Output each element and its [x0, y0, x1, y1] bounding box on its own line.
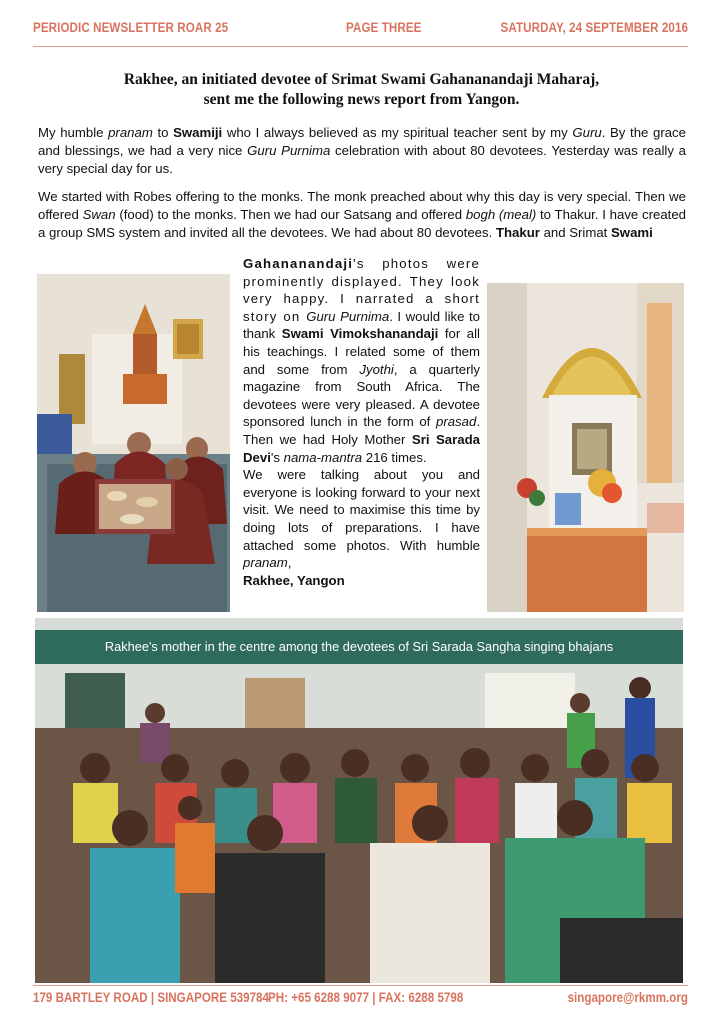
- text-run: Guru Purnima: [247, 142, 331, 158]
- newsletter-name: PERIODIC NEWSLETTER ROAR 25: [33, 20, 229, 35]
- photo-shrine: [487, 283, 684, 612]
- photo-shrine-drawing: [487, 283, 684, 612]
- text-run: Sri Sarada Devi: [243, 431, 480, 465]
- text-run: and Srimat: [539, 224, 612, 240]
- header-divider: [33, 46, 688, 47]
- paragraph-1: [38, 124, 686, 177]
- issue-date: SATURDAY, 24 SEPTEMBER 2016: [500, 20, 688, 35]
- text-run: prasad: [436, 414, 477, 430]
- text-run: . I would like to thank: [243, 308, 481, 342]
- footer-email-link[interactable]: singapore@rkmm.org: [567, 990, 688, 1005]
- text-run: pranam: [108, 125, 153, 140]
- article-title: [40, 70, 683, 110]
- text-run: Guru: [572, 125, 602, 140]
- text-run: . By the grace and blessings, we had a very nice: [38, 125, 686, 158]
- text-run: Gahananandaji: [243, 256, 354, 271]
- page-footer: [33, 990, 688, 1010]
- text-run: Swami Vimokshanandaji: [281, 326, 439, 342]
- paragraph-2: [38, 188, 686, 241]
- page-number: PAGE THREE: [346, 20, 422, 35]
- text-run: nama-mantra: [283, 449, 363, 465]
- title-line-1: Rakhee, an initiated devotee of Srimat Swami Gahananandaji Maharaj,: [123, 71, 600, 88]
- text-run: . Then we had Holy Mother: [243, 414, 480, 447]
- text-run: 's photos were prominently displayed. They look very happy. I narrated a short story on: [243, 256, 480, 324]
- text-run: 216 times.: [362, 449, 427, 465]
- text-run: (food) to the monks. Then we had our Satsang and offered: [115, 206, 466, 222]
- page-header: [33, 20, 688, 48]
- footer-address: 179 BARTLEY ROAD | SINGAPORE 539784: [33, 990, 269, 1005]
- text-run: , a quarterly magazine from South Africa. The devotees were very pleased. A devotee sponsored lunch in the form of: [243, 361, 480, 430]
- closing-paragraph: [243, 466, 480, 572]
- text-run: We were talking about you and everyone is looking forward to your next visit. We need to maximise this time by doing lots of preparations. I have attached some photos. With humble: [243, 467, 480, 553]
- text-run: My humble: [38, 125, 109, 140]
- text-run: celebration with about 80 devotees. Yesterday was really a very special day for us.: [38, 142, 686, 176]
- text-run: pranam: [243, 555, 288, 571]
- text-run: Thakur: [495, 224, 540, 240]
- photo-monks-offering: [37, 274, 230, 612]
- footer-divider: [33, 985, 688, 986]
- footer-phone: PH: +65 6288 9077 | FAX: 6288 5798: [268, 990, 464, 1005]
- photo-monks-drawing: [37, 274, 230, 612]
- title-line-2: sent me the following news report from Yangon.: [203, 91, 520, 108]
- text-run: Swami: [611, 224, 653, 240]
- text-run: Swan: [82, 206, 116, 222]
- text-run: Swamiji: [173, 125, 223, 140]
- text-run: ,: [287, 555, 292, 571]
- text-run: for all his teachings. I related some of them and some from: [243, 326, 480, 377]
- photo-devotees-drawing: [35, 618, 683, 983]
- text-run: to: [152, 125, 174, 140]
- photo-devotees-group: [35, 618, 683, 983]
- text-run: to Thakur. I have created a group SMS system and invited all the devotees. We had about 80 devotees.: [38, 206, 686, 240]
- text-run: We started with Robes offering to the monks. The monk preached about why this day is very special. Then we offered: [38, 189, 686, 222]
- text-run: who I always believed as my spiritual teacher sent by my: [222, 125, 573, 140]
- text-run: Guru Purnima: [306, 308, 390, 324]
- signature: Rakhee, Yangon: [243, 572, 345, 588]
- text-run: 's: [270, 449, 284, 465]
- text-run: bogh (meal): [465, 206, 537, 222]
- photo-caption: Rakhee's mother in the centre among the devotees of Sri Sarada Sangha singing bhajans: [35, 630, 683, 664]
- text-run: Jyothi: [359, 361, 394, 377]
- narrow-text-column: [243, 255, 480, 589]
